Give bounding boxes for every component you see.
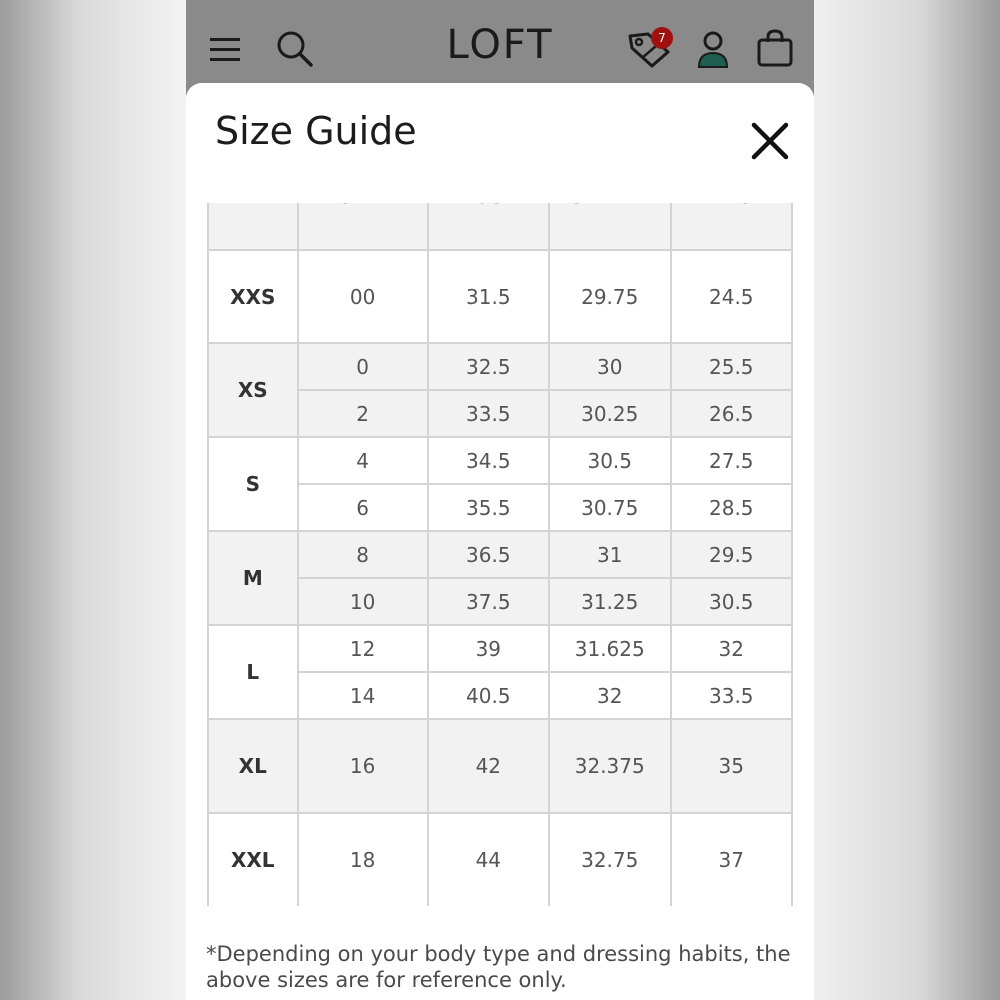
table-cell: 36.5 xyxy=(428,531,549,578)
table-cell: 24.5 xyxy=(671,250,792,343)
table-cell: 35 xyxy=(671,719,792,813)
phone-screen xyxy=(186,0,814,1000)
table-cell: 00 xyxy=(298,250,428,343)
table-cell: 37.5 xyxy=(428,578,549,625)
table-cell: 31.5 xyxy=(428,250,549,343)
size-table xyxy=(207,143,793,906)
table-row xyxy=(208,625,792,672)
table-cell: 35.5 xyxy=(428,484,549,531)
table-cell: 32.5 xyxy=(428,343,549,390)
table-cell: 2 xyxy=(298,390,428,437)
size-group-label: XS xyxy=(208,343,298,437)
table-cell: 39 xyxy=(428,625,549,672)
shopping-bag-icon[interactable] xyxy=(756,28,794,72)
table-cell: 27.5 xyxy=(671,437,792,484)
cart-badge: 7 xyxy=(651,27,673,49)
table-cell: 32 xyxy=(549,672,671,719)
table-row xyxy=(208,250,792,343)
table-cell: 33.5 xyxy=(671,672,792,719)
table-cell: 30.5 xyxy=(549,437,671,484)
table-cell: 30.5 xyxy=(671,578,792,625)
size-group-label: XXL xyxy=(208,813,298,906)
brand-logo[interactable]: LOFT xyxy=(446,22,554,68)
size-table-scroll[interactable] xyxy=(207,83,793,906)
size-group-label: M xyxy=(208,531,298,625)
table-row xyxy=(208,343,792,390)
size-group-label: L xyxy=(208,625,298,719)
size-group-label: XL xyxy=(208,719,298,813)
size-group-label: S xyxy=(208,437,298,531)
table-cell: 32.75 xyxy=(549,813,671,906)
table-cell: 14 xyxy=(298,672,428,719)
table-cell: 18 xyxy=(298,813,428,906)
table-cell: 31 xyxy=(549,531,671,578)
sheet-title: Size Guide xyxy=(215,109,417,153)
table-cell: 8 xyxy=(298,531,428,578)
table-row xyxy=(208,719,792,813)
table-cell: 32.375 xyxy=(549,719,671,813)
table-cell: 29.5 xyxy=(671,531,792,578)
table-cell: 29.75 xyxy=(549,250,671,343)
table-row xyxy=(208,531,792,578)
table-cell: 42 xyxy=(428,719,549,813)
account-icon[interactable] xyxy=(696,30,730,74)
size-group-label: XXS xyxy=(208,250,298,343)
table-cell: 16 xyxy=(298,719,428,813)
table-cell: 0 xyxy=(298,343,428,390)
close-button[interactable] xyxy=(748,119,792,163)
table-cell: 34.5 xyxy=(428,437,549,484)
table-cell: 30.25 xyxy=(549,390,671,437)
table-cell: 12 xyxy=(298,625,428,672)
table-row xyxy=(208,437,792,484)
table-cell: 10 xyxy=(298,578,428,625)
table-cell: 32 xyxy=(671,625,792,672)
table-cell: 25.5 xyxy=(671,343,792,390)
size-guide-sheet xyxy=(186,83,814,1000)
table-row xyxy=(208,813,792,906)
table-cell: 30 xyxy=(549,343,671,390)
table-cell: 4 xyxy=(298,437,428,484)
table-cell: 30.75 xyxy=(549,484,671,531)
table-cell: 44 xyxy=(428,813,549,906)
table-cell: 37 xyxy=(671,813,792,906)
table-cell: 31.625 xyxy=(549,625,671,672)
table-cell: 31.25 xyxy=(549,578,671,625)
table-cell: 40.5 xyxy=(428,672,549,719)
size-disclaimer: *Depending on your body type and dressing habits, the above sizes are for reference only. xyxy=(206,942,791,992)
table-cell: 28.5 xyxy=(671,484,792,531)
table-cell: 33.5 xyxy=(428,390,549,437)
sheet-header xyxy=(186,83,814,203)
table-cell: 26.5 xyxy=(671,390,792,437)
table-cell: 6 xyxy=(298,484,428,531)
close-icon[interactable] xyxy=(748,119,792,163)
